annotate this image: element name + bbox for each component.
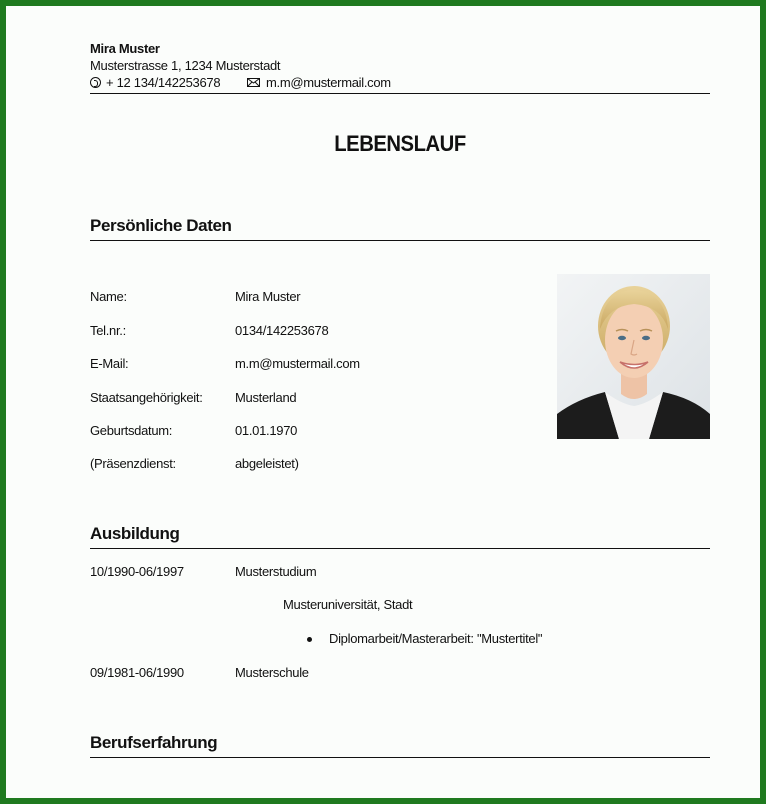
entry-bullet-text: Diplomarbeit/Masterarbeit: "Mustertitel" [329,631,543,646]
entry-period: 10/1990-06/1997 [90,564,184,579]
field-label: (Präsenzdienst: [90,456,176,471]
profile-photo [557,274,710,439]
personal-row-name [90,289,300,305]
field-label: Staatsangehörigkeit: [90,390,203,405]
header-address: Musterstrasse 1, 1234 Musterstadt [90,58,281,73]
education-entry-thesis [307,631,542,647]
education-entry-school [90,665,309,681]
field-value: abgeleistet) [235,456,299,471]
personal-row-service [90,456,299,472]
header-email [247,74,391,91]
personal-row-email [90,356,360,372]
entry-period: 09/1981-06/1990 [90,665,184,680]
section-heading-personal: Persönliche Daten [90,216,710,241]
entry-title: Musterschule [235,665,309,680]
mail-icon [247,78,260,87]
field-label: Name: [90,289,127,304]
education-entry-study [90,564,316,580]
document-title: LEBENSLAUF [334,131,466,156]
section-heading-experience: Berufserfahrung [90,733,710,758]
bullet-icon [307,637,312,642]
field-label: Tel.nr.: [90,323,126,338]
phone-icon [90,77,101,88]
field-value: Mira Muster [235,289,301,304]
entry-institution: Musteruniversität, Stadt [283,597,413,612]
field-value: 0134/142253678 [235,323,329,338]
personal-row-phone [90,323,328,339]
field-value: m.m@mustermail.com [235,356,360,371]
personal-row-nationality [90,390,296,406]
education-entry-institution [283,597,412,613]
header-phone [90,74,247,91]
header-phone-text: + 12 134/142253678 [106,75,221,90]
header-contact [90,74,710,91]
header-name: Mira Muster [90,41,160,56]
field-label: E-Mail: [90,356,129,371]
section-heading-education: Ausbildung [90,524,710,549]
entry-title: Musterstudium [235,564,317,579]
field-label: Geburtsdatum: [90,423,173,438]
field-value: Musterland [235,390,297,405]
cv-page [90,40,710,752]
field-value: 01.01.1970 [235,423,298,438]
personal-row-birthdate [90,423,297,439]
header-email-text: m.m@mustermail.com [266,75,391,90]
header-divider [90,93,710,94]
